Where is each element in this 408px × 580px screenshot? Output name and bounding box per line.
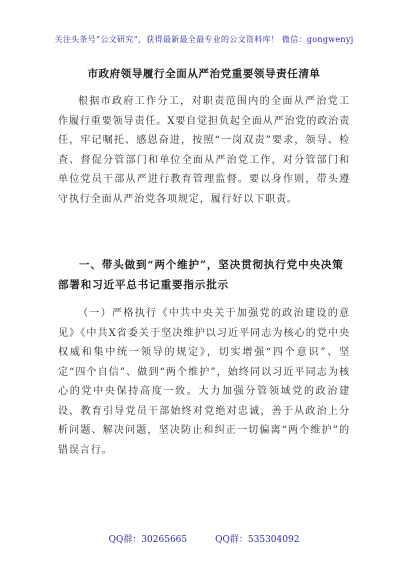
footer-qq-group-2: QQ群：535304092 [215, 535, 300, 545]
body-paragraph-2: （一）严格执行《中共中央关于加强党的政治建设的意见》《中共X省委关于坚决维护以习近平同志为核心的党中央权威和集中统一领导的规定》，切实增强“四个意识”、坚定“四个自信”、做到“两个维护”，始终同以习近平同志为核心的党中央保持高度一致。大力加强分管领域党的政治建设，教育引导党员干部始终对党绝对忠诚，善于从政治上分析问题、解决问题，坚决防止和纠正一切偏离“两个维护”的错误言行。 [58, 308, 350, 456]
footer-qq-group-1: QQ群：30265665 [108, 535, 188, 545]
document-title: 市政府领导履行全面从严治党重要领导责任清单 [87, 68, 321, 80]
header-banner: 关注头条号“公文研究”，获得最新最全最专业的公文资料库！ 微信：gongwenyj [54, 35, 354, 44]
footer-contact [0, 532, 408, 545]
body-paragraph-1: 根据市政府工作分工，对职责范围内的全面从严治党工作履行重要领导责任。X要自觉担负起全面从严治党的政治责任，牢记嘱托、感恩奋进，按照“一岗双责”要求，领导、检查、督促分管部门和单位全面从严治党工作，对分管部门和单位党员干部从严进行教育管理监督。要以身作则，带头遵守执行全面从严治党各项规定，履行好以下职责。 [58, 96, 350, 205]
section-heading-1: 一、带头做到“两个维护”，坚决贯彻执行党中央决策部署和习近平总书记重要指示批示 [58, 259, 344, 291]
